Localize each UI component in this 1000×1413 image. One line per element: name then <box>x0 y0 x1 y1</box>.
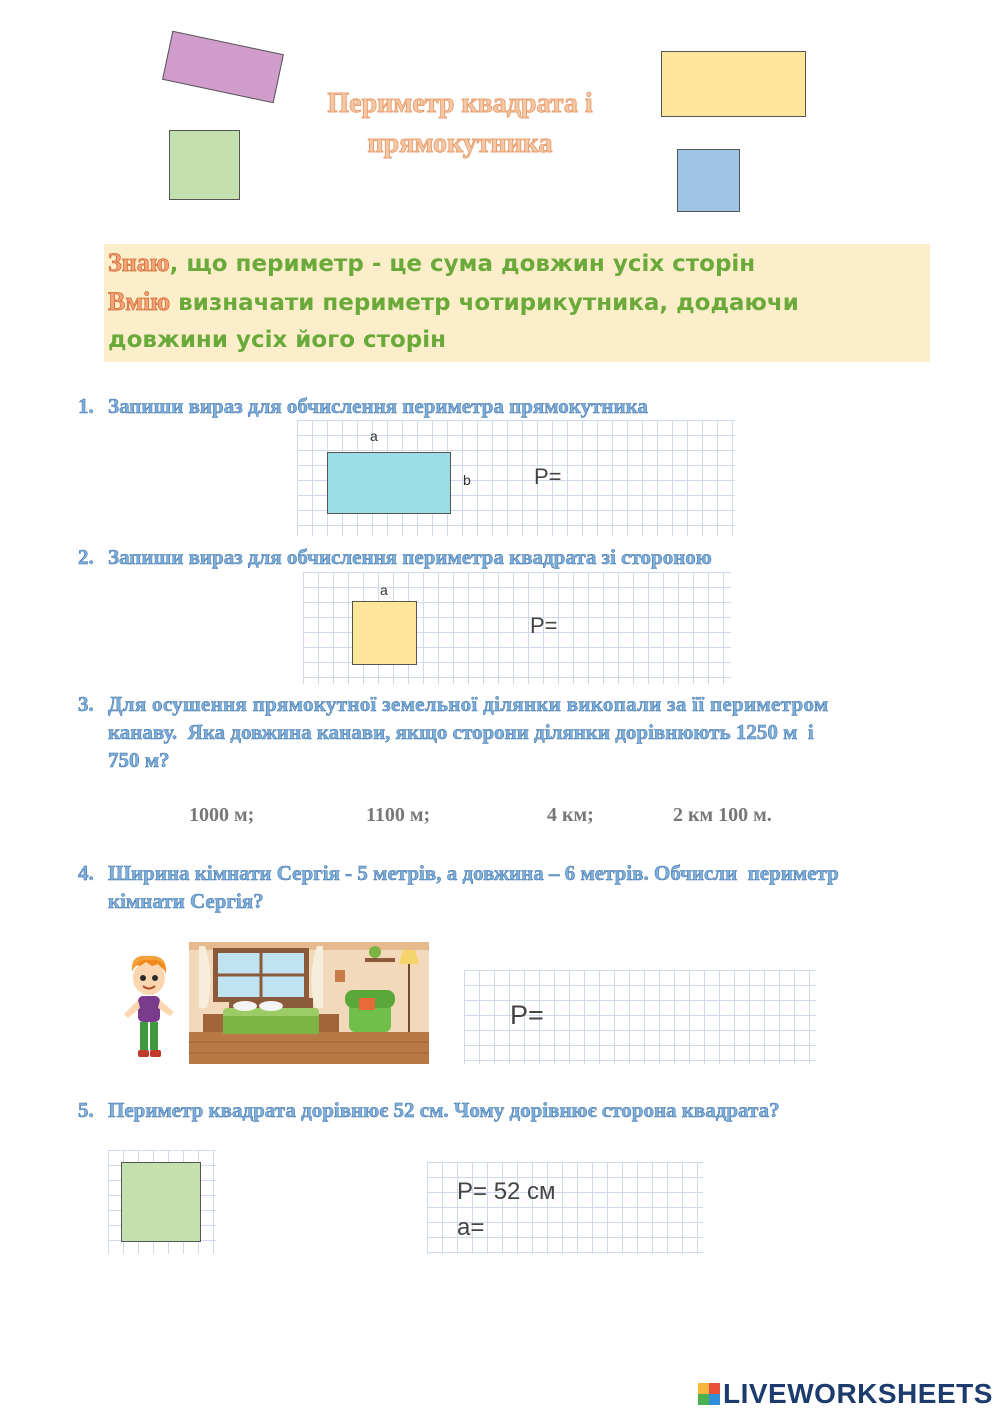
task-2 <box>78 543 928 571</box>
task-5-number: 5. <box>78 1098 94 1122</box>
yellow-rectangle <box>661 51 806 117</box>
goal-can <box>108 287 799 317</box>
boy-illustration <box>118 952 180 1064</box>
task-5 <box>78 1096 928 1124</box>
task-2-square <box>352 601 417 665</box>
task-3 <box>78 690 928 774</box>
task-3-text-line1: Для осушення прямокутної земельної ділянки викопали за її периметром <box>108 692 829 716</box>
logo-grid-icon <box>698 1383 720 1405</box>
task-4-text-line1: Ширина кімнати Сергія - 5 метрів, а довжина – 6 метрів. Обчисли периметр <box>108 861 839 885</box>
task-1-number: 1. <box>78 394 94 418</box>
task-4-grid <box>464 970 816 1064</box>
label-a: a <box>380 582 388 598</box>
task-5-grid <box>427 1162 703 1254</box>
page-title-line1: Периметр квадрата і <box>327 88 593 119</box>
task-3-option-1[interactable]: 1000 м; <box>189 804 255 826</box>
task-5-text: Периметр квадрата дорівнює 52 см. Чому дорівнює сторона квадрата? <box>108 1098 780 1122</box>
blue-square <box>677 149 740 212</box>
know-keyword: Знаю <box>108 248 170 277</box>
logo-text: LIVEWORKSHEETS <box>723 1378 993 1409</box>
task-5-answer-field[interactable]: a= <box>457 1214 485 1241</box>
learning-goals-box <box>104 244 930 362</box>
task-5-square-grid <box>108 1150 216 1254</box>
green-square <box>169 130 240 200</box>
task-3-option-2[interactable]: 1100 м; <box>366 804 431 826</box>
task-3-option-3[interactable]: 4 км; <box>547 804 594 826</box>
can-text: визначати периметр чотирикутника, додаючи <box>170 290 799 316</box>
task-5-perimeter-given: P= 52 см <box>457 1178 556 1205</box>
task-3-option-4[interactable]: 2 км 100 м. <box>673 804 772 826</box>
task-3-number: 3. <box>78 692 94 716</box>
task-1 <box>78 392 928 420</box>
task-5-square <box>121 1162 201 1242</box>
task-1-answer-field[interactable]: P= <box>534 464 562 489</box>
task-2-answer-field[interactable]: P= <box>530 613 558 638</box>
task-2-text: Запиши вираз для обчислення периметра квадрата зі стороною <box>108 545 712 569</box>
label-b: b <box>463 472 471 488</box>
task-3-text-line3: 750 м? <box>108 748 170 772</box>
purple-rectangle <box>162 31 284 104</box>
goal-know <box>108 248 755 278</box>
task-4-text-line2: кімнати Сергія? <box>108 889 264 913</box>
task-1-grid <box>297 420 735 536</box>
know-text: , що периметр - це сума довжин усіх сторін <box>169 251 756 277</box>
task-2-grid <box>303 572 731 684</box>
task-3-text-line2: канаву. Яка довжина канави, якщо сторони ділянки дорівнюють 1250 м і <box>108 720 814 744</box>
liveworksheets-logo <box>698 1376 993 1412</box>
bedroom-illustration <box>189 942 429 1064</box>
task-2-number: 2. <box>78 545 94 569</box>
page-title-line2: прямокутника <box>367 128 553 159</box>
task-1-rectangle <box>327 452 451 514</box>
task-4-answer-field[interactable]: P= <box>510 1000 544 1030</box>
task-1-text: Запиши вираз для обчислення периметра прямокутника <box>108 394 648 418</box>
label-a: a <box>370 428 378 444</box>
goal-can-line2: довжини усіх його сторін <box>108 327 447 353</box>
page-title <box>290 84 630 164</box>
task-4-number: 4. <box>78 861 94 885</box>
can-keyword: Вмію <box>108 287 171 316</box>
task-4 <box>78 859 928 915</box>
